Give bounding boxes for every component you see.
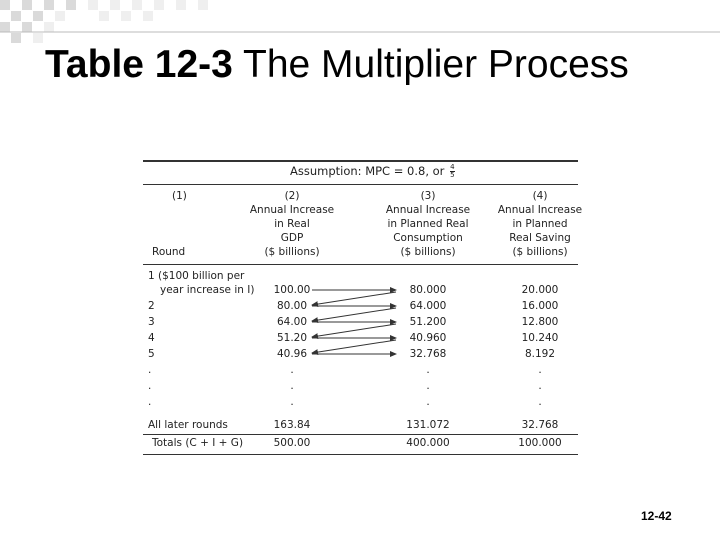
row1-label2: year increase in I) [160,284,255,296]
row3-label: 3 [148,316,155,328]
row8-label: . [148,396,152,408]
col3-head-2: in Planned Real [387,218,469,230]
col2-head-2: in Real [274,218,310,230]
fraction-numerator: 4 [450,163,455,171]
row8-sav: . [538,396,542,408]
row2-gdp: 80.00 [276,300,308,312]
col3-head-3: Consumption [393,232,463,244]
slide-title [45,42,685,88]
row1-sav: 20.000 [521,284,559,296]
col3-head-1: Annual Increase [385,204,471,216]
col3-head-4: ($ billions) [400,246,456,258]
row6-sav: . [538,364,542,376]
assumption-text: Assumption: MPC = 0.8, or [290,164,445,178]
row7-gdp: . [290,380,294,392]
row5-label: 5 [148,348,155,360]
col-number-4: (4) [532,190,548,202]
row-later-cons: 131.072 [406,419,450,431]
col-number-2: (2) [284,190,300,202]
row3-sav: 12.800 [521,316,559,328]
arrow-cons3-to-gdp4 [312,324,396,337]
flow-arrows [140,158,583,460]
col2-head-3: GDP [280,232,304,244]
arrow-cons4-to-gdp5 [312,340,396,353]
col2-head-4: ($ billions) [264,246,320,258]
row1-label: 1 ($100 billion per [148,270,245,282]
col2-head-1: Annual Increase [249,204,335,216]
row1-cons: 80.000 [409,284,447,296]
totals-label: Totals (C + I + G) [152,437,244,449]
fraction-denominator: 5 [450,171,455,179]
row1-gdp: 100.00 [273,284,311,296]
row7-label: . [148,380,152,392]
row6-label: . [148,364,152,376]
row2-label: 2 [148,300,155,312]
col4-head-4: ($ billions) [512,246,568,258]
row-later-sav: 32.768 [521,419,559,431]
row5-cons: 32.768 [409,348,447,360]
col-number-3: (3) [420,190,436,202]
row4-cons: 40.960 [409,332,447,344]
row4-gdp: 51.20 [276,332,308,344]
row-later-label: All later rounds [148,419,228,431]
decorative-grid-banner [0,0,720,44]
col1-head-round: Round [152,246,186,258]
row4-sav: 10.240 [521,332,559,344]
row8-gdp: . [290,396,294,408]
row8-cons: . [426,396,430,408]
totals-gdp: 500.00 [273,437,311,449]
row4-label: 4 [148,332,155,344]
col4-head-2: in Planned [512,218,568,230]
row2-cons: 64.000 [409,300,447,312]
arrow-cons1-to-gdp2 [312,292,396,305]
col4-head-1: Annual Increase [497,204,583,216]
title-rest: The Multiplier Process [243,43,629,86]
multiplier-table [140,158,583,460]
row5-gdp: 40.96 [276,348,308,360]
row5-sav: 8.192 [524,348,556,360]
totals-sav: 100.000 [518,437,562,449]
row7-sav: . [538,380,542,392]
row6-gdp: . [290,364,294,376]
row3-cons: 51.200 [409,316,447,328]
row2-sav: 16.000 [521,300,559,312]
row-later-gdp: 163.84 [273,419,311,431]
col-number-1: (1) [172,190,187,202]
row6-cons: . [426,364,430,376]
row7-cons: . [426,380,430,392]
slide-number: 12-42 [641,509,672,523]
col4-head-3: Real Saving [509,232,571,244]
arrow-cons2-to-gdp3 [312,308,396,321]
row3-gdp: 64.00 [276,316,308,328]
totals-cons: 400.000 [406,437,450,449]
title-bold: Table 12-3 [45,43,233,86]
